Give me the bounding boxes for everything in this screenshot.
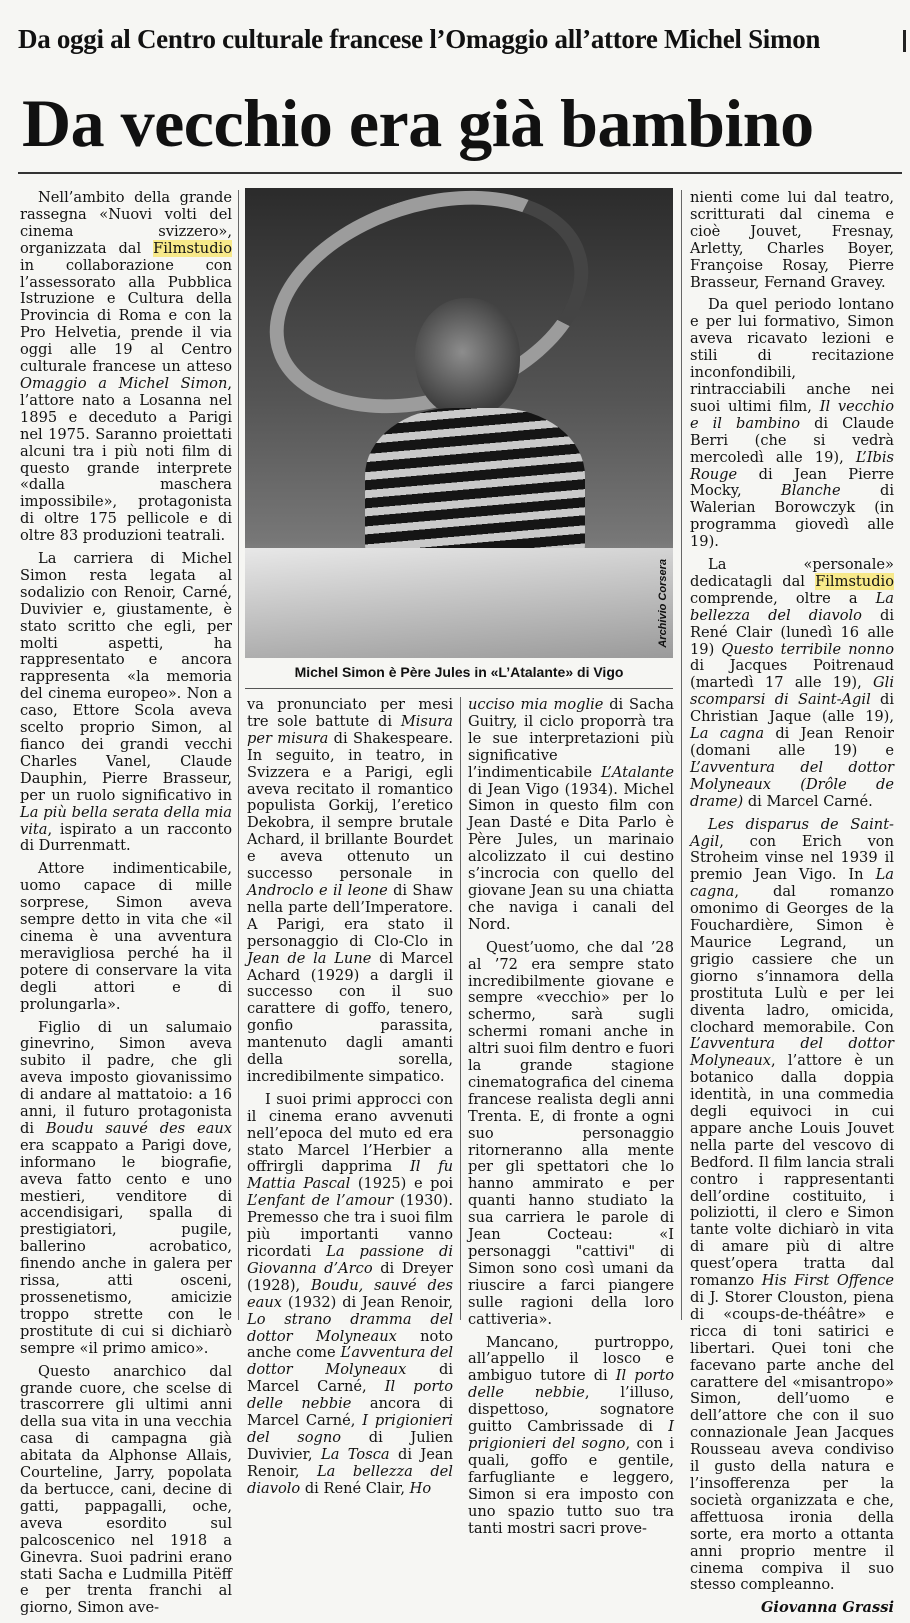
headline-rule bbox=[18, 172, 902, 174]
column-rule bbox=[238, 190, 239, 1320]
column-1 bbox=[20, 190, 232, 1623]
paragraph: va pronunciato per mesi tre sole battute di Misura per misura di Shakespeare. In seguito, in teatro, in Svizzera e a Parigi, egli aveva recitato il romantico populista Gorkij, l’eretico Dekobra, il sempre brutale Achard, il brillante Bourdet e aveva ottenuto un successo personale in Androclo e il leone di Shaw nella parte dell’Imperatore. A Parigi, era stato il personaggio di Clo-Clo in Jean de la Lune di Marcel Achard (1929) a dargli il successo con il suo carattere di goffo, tenero, gonfio parassita, mantenuto dagli amanti della sorella, incredibilmente simpatico. bbox=[247, 696, 453, 1085]
paragraph: La carriera di Michel Simon resta legata al sodalizio con Renoir, Carné, Duvivier e, giustamente, è stato scritto che egli, per molti aspetti, ha rappresentato e ancora rappresenta «la memoria del cinema europeo». Non a caso, Ettore Scola aveva scelto proprio Simon, al fianco dei grandi vecchi Charles Vanel, Claude Dauphin, Pierre Brasseur, per un ruolo significativo in La più bella serata della mia vita, ispirato a un racconto di Durrenmatt. bbox=[20, 550, 232, 855]
paragraph: ucciso mia moglie di Sacha Guitry, il ciclo proporrà tra le sue interpretazioni più significative l’indimenticabile L’Atalante di Jean Vigo (1934). Michel Simon in questo film con Jean Dasté e Dita Parlo è Père Jules, un marinaio alcolizzato il cui destino s’incrocia con quello del giovane Jean su una chiatta che naviga i canali del Nord. bbox=[468, 696, 674, 933]
paragraph: nienti come lui dal teatro, scritturati dal cinema e cioè Jouvet, Fresnay, Arletty, Charles Boyer, Françoise Rosay, Pierre Brasseur, Fernand Gravey. bbox=[690, 189, 894, 291]
paragraph: Quest’uomo, che dal ’28 al ’72 era sempre stato incredibilmente giovane e sempre «vecchio» per lo schermo, sarà sugli schermi romani anche in altri suoi film dentro e fuori la grande stagione cinematografica del cinema francese realista degli anni Trenta. E, di fronte a ogni suo personaggio ritorneranno alla mente per gli spettatori che lo hanno ammirato e per quanti hanno studiato la sua carriera le parole di Jean Cocteau: «I personaggi "cattivi" di Simon sono così umani da riuscire a farci piangere sulle ragioni della loro cattiveria». bbox=[468, 938, 674, 1328]
article-kicker: Da oggi al Centro culturale francese l’Omaggio all’attore Michel Simon bbox=[18, 24, 821, 54]
column-rule bbox=[681, 190, 682, 1320]
article-byline: Giovanna Grassi bbox=[760, 1599, 894, 1617]
paragraph: Da quel periodo lontano e per lui formativo, Simon aveva ricavato lezioni e stili di recitazione inconfondibili, rintracciabili anche nei suoi ultimi film, Il vecchio e il bambino di Claude Berri (che si vedrà mercoledì alle 19), L’Ibis Rouge di Jean Pierre Mocky, Blanche di Walerian Borowczyk (in programma giovedì alle 19). bbox=[690, 296, 894, 551]
paragraph: Figlio di un salumaio ginevrino, Simon aveva subito il padre, che gli aveva imposto giovanissimo di andare al mattatoio: a 16 anni, il futuro protagonista di Boudu sauvé des eaux era scappato a Parigi dove, informano le biografie, aveva fatto cento e uno mestieri, venditore di accendisigari, spalla di prestigiatori, pugile, ballerino acrobatico, finendo anche in galera per rissa, atti osceni, prossenetismo, amicizie troppo strette con le prostitute di cui si dichiarò sempre «il primo amico». bbox=[20, 1018, 232, 1357]
paragraph: Nell’ambito della grande rassegna «Nuovi volti del cinema svizzero», organizzata dal Filmstudio in collaborazione con l’assessorato alla Pubblica Istruzione e Cultura della Provincia di Roma e con la Pro Helvetia, prende il via oggi alle 19 al Centro culturale francese un atteso Omaggio a Michel Simon, l’attore nato a Losanna nel 1895 e deceduto a Parigi nel 1975. Saranno proiettati alcuni tra i più noti film di questo grande interprete «dalla maschera impossibile», protagonista di oltre 175 pellicole e di oltre 83 produzioni teatrali. bbox=[20, 189, 232, 545]
photo-caption: Michel Simon è Père Jules in «L’Atalante» di Vigo bbox=[294, 664, 624, 680]
caption-rule bbox=[245, 688, 673, 689]
page-edge-mark bbox=[903, 30, 906, 52]
photo-credit: Archivio Corsera bbox=[657, 559, 669, 648]
paragraph: Mancano, purtroppo, all’appello il losco e ambiguo tutore di Il porto delle nebbie, l’illuso, dispettoso, sognatore guitto Cambrissade di I prigionieri del sogno, con i quali, goffo e gentile, farfugliante e leggero, Simon si era imposto con uno spazio tutto suo tra tanti mostri sacri prove- bbox=[468, 1333, 675, 1537]
highlighted-term: Filmstudio bbox=[815, 572, 894, 590]
column-4 bbox=[690, 190, 894, 1617]
column-rule bbox=[460, 697, 461, 1320]
paragraph: Questo anarchico dal grande cuore, che scelse di trascorrere gli ultimi anni della sua vita in una vecchia casa di campagna già abitata da Alphonse Allais, Courteline, Jarry, popolata da bertucce, cani, decine di gatti, pappagalli, oche, aveva esordito sul palcoscenico nel 1918 a Ginevra. Suoi padrini erano stati Sacha e Ludmilla Pitëff e per trenta franchi al giorno, Simon ave- bbox=[20, 1362, 232, 1617]
article-headline: Da vecchio era già bambino bbox=[22, 85, 814, 161]
paragraph: I suoi primi approcci con il cinema erano avvenuti nell’epoca del muto ed era stato Marcel l’Herbier a offrirgli dapprima Il fu Mattia Pascal (1925) e poi L’enfant de l’amour (1930). Premesso che tra i suoi film più importanti vanno ricordati La passione di Giovanna d’Arco di Dreyer (1928), Boudu, sauvé des eaux (1932) di Jean Renoir, Lo strano dramma del dottor Molyneaux noto anche come L’avventura del dottor Molyneaux di Marcel Carné, Il porto delle nebbie ancora di Marcel Carné, I prigionieri del sogno di Julien Duvivier, La Tosca di Jean Renoir, La bellezza del diavolo di René Clair, Ho bbox=[247, 1090, 454, 1497]
paragraph: La «personale» dedicatagli dal Filmstudio comprende, oltre a La bellezza del diavolo di René Clair (lunedì 16 alle 19) Questo terribile nonno di Jacques Poitrenaud (martedì 17 alle 19), Gli scomparsi di Saint-Agil di Christian Jaque (alle 19), La cagna di Jean Renoir (domani alle 19) e L’avventura del dottor Molyneaux (Drôle de drame) di Marcel Carné. bbox=[690, 556, 895, 810]
column-3 bbox=[468, 697, 674, 1543]
photo-michel-simon bbox=[245, 188, 673, 658]
highlighted-term: Filmstudio bbox=[153, 239, 232, 257]
column-2 bbox=[247, 697, 453, 1504]
paragraph: Les disparus de Saint-Agil, con Erich von Stroheim vinse nel 1939 il premio Jean Vigo. In La cagna, dal romanzo omonimo di Georges de la Fouchardière, Simon è Maurice Legrand, un grigio cassiere che un giorno s’innamora della prostituta Lulù e per lei diventa ladro, omicida, clochard memorabile. Con L’avventura del dottor Molyneaux, l’attore è un botanico dalla doppia identità, in una commedia degli equivoci in cui appare anche Louis Jouvet nella parte del vescovo di Bedford. Il film lancia strali contro i rappresentanti dell’ordine costituito, i poliziotti, il clero e Simon tante volte dichiarò in vita di amare più di altre quest’opera tratta dal romanzo His First Offence di J. Storer Clouston, piena di «coups-de-théâtre» e ricca di toni satirici e libertari. Quei toni che facevano parte anche del carattere del «misantropo» Simon, dell’uomo e dell’attore che con il suo connazionale Jean Jacques Rousseau aveva condiviso il gusto della natura e l’insofferenza per la società organizzata e che, affettuosa ironia della sorte, era morto a ottanta anni proprio mentre il cinema compiva il suo stesso compleanno. bbox=[690, 815, 894, 1594]
paragraph: Attore indimenticabile, uomo capace di mille sorprese, Simon aveva sempre detto in vita che «il cinema è una avventura meravigliosa perché ha il potere di conservare la vita degli attori e di prolungarla». bbox=[20, 860, 232, 1013]
